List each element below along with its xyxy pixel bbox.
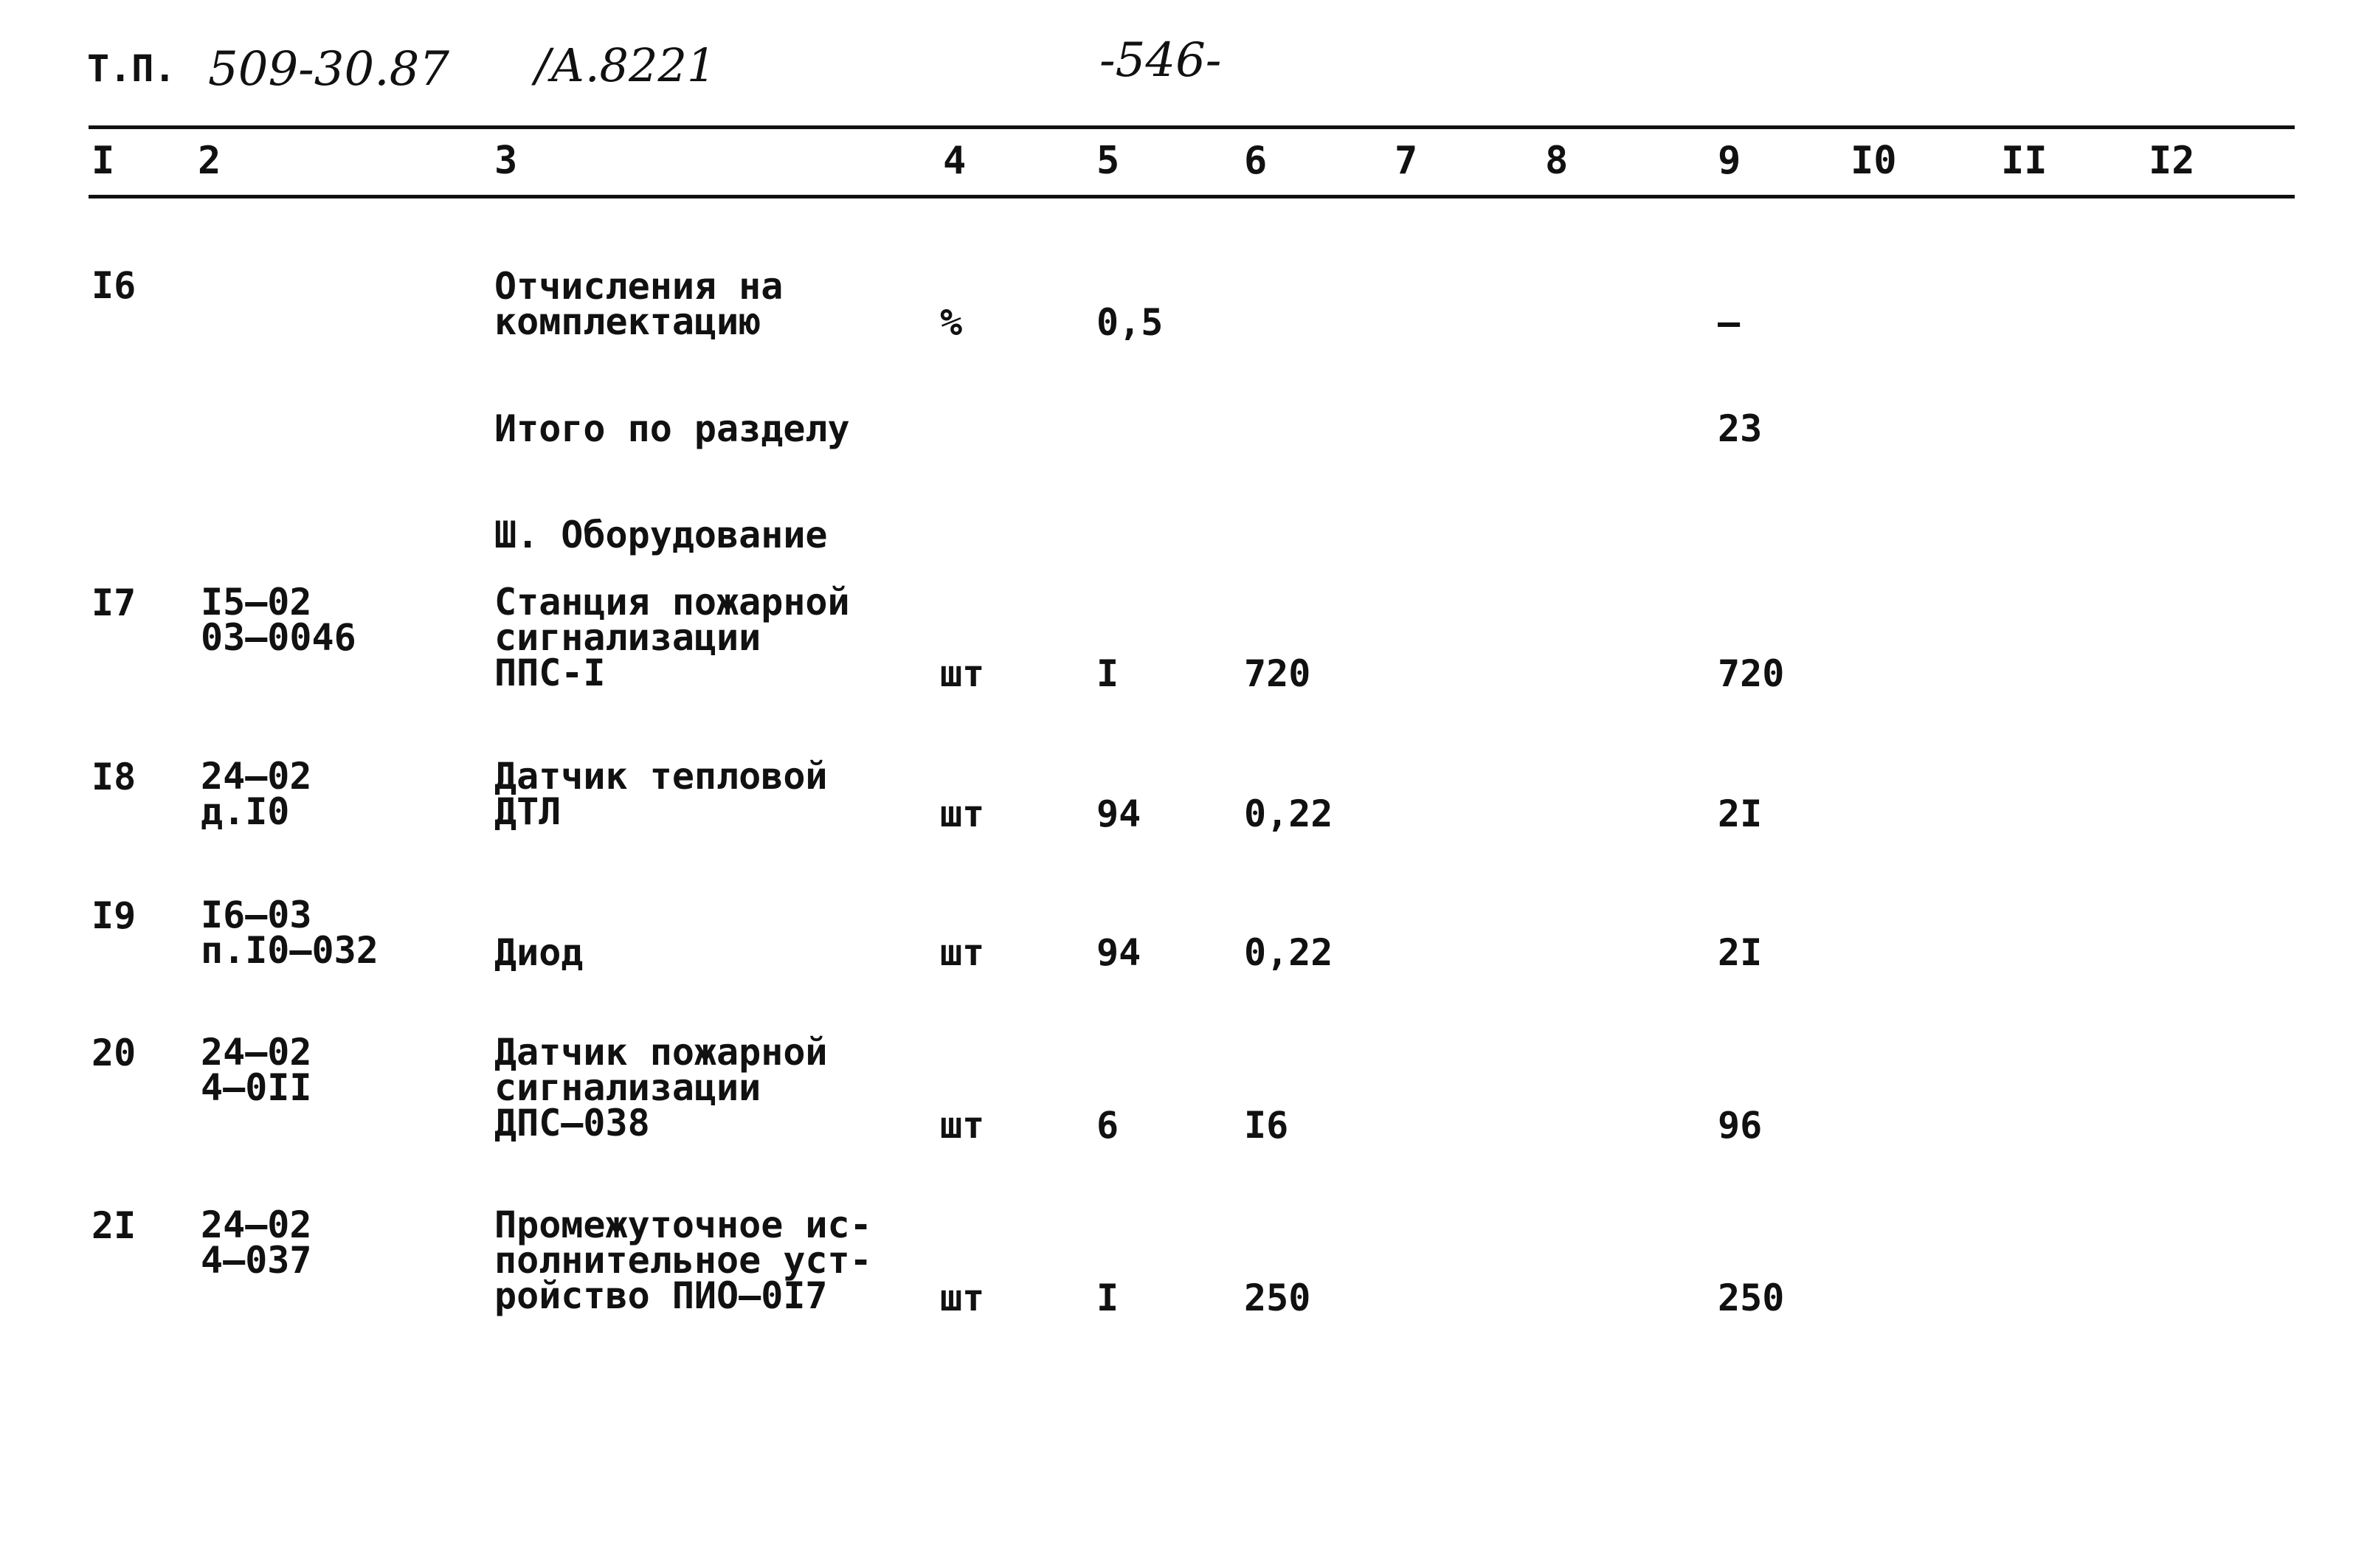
item-name: Диод bbox=[494, 931, 584, 974]
unit-price: I6 bbox=[1244, 1104, 1289, 1147]
col-header-12: I2 bbox=[2149, 139, 2195, 183]
norm-code: I5–02 03–0046 bbox=[201, 581, 356, 659]
total: 96 bbox=[1718, 1104, 1763, 1147]
unit-price: 0,22 bbox=[1244, 792, 1333, 835]
col-header-5: 5 bbox=[1096, 139, 1120, 183]
quantity: I bbox=[1096, 652, 1119, 695]
col-header-1: I bbox=[91, 139, 115, 183]
col-header-3: 3 bbox=[494, 139, 518, 183]
unit: шт bbox=[940, 1104, 985, 1147]
col-header-4: 4 bbox=[943, 139, 967, 183]
item-name: Датчик тепловой ДТЛ bbox=[494, 755, 828, 833]
section-title: Ш. Оборудование bbox=[494, 514, 828, 556]
col-header-2: 2 bbox=[198, 139, 221, 183]
col-header-9: 9 bbox=[1718, 139, 1741, 183]
unit-price: 250 bbox=[1244, 1277, 1311, 1319]
total: – bbox=[1718, 301, 1741, 344]
row-number: 20 bbox=[91, 1032, 137, 1074]
album-number: /А.8221 bbox=[535, 38, 716, 92]
col-header-10: I0 bbox=[1851, 139, 1897, 183]
col-header-8: 8 bbox=[1545, 139, 1569, 183]
header-top-rule bbox=[89, 125, 2295, 129]
unit-price: 720 bbox=[1244, 652, 1311, 695]
total: 250 bbox=[1718, 1277, 1785, 1319]
row-number: I9 bbox=[91, 894, 137, 937]
item-name: Станция пожарной сигнализации ППС-I bbox=[494, 581, 850, 694]
item-name: Промежуточное ис- полнительное уст- ройство ПИО–0I7 bbox=[494, 1203, 872, 1317]
norm-code: I6–03 п.I0–032 bbox=[201, 894, 379, 972]
header-bottom-rule bbox=[89, 195, 2295, 198]
page-number: -546- bbox=[1099, 33, 1222, 88]
unit: шт bbox=[940, 931, 985, 974]
quantity: I bbox=[1096, 1277, 1119, 1319]
item-name: Датчик пожарной сигнализации ДПС–038 bbox=[494, 1031, 828, 1144]
quantity: 94 bbox=[1096, 792, 1141, 835]
unit: шт bbox=[940, 1277, 985, 1319]
col-header-7: 7 bbox=[1395, 139, 1418, 183]
row-number: 2I bbox=[91, 1204, 137, 1247]
project-code: 509-30.87 bbox=[208, 42, 449, 97]
row-number: I8 bbox=[91, 756, 137, 798]
col-header-11: II bbox=[2001, 139, 2048, 183]
quantity: 94 bbox=[1096, 931, 1141, 974]
unit: шт bbox=[940, 792, 985, 835]
norm-code: 24–02 д.I0 bbox=[201, 755, 312, 833]
row-number: I7 bbox=[91, 581, 137, 624]
norm-code: 24–02 4–037 bbox=[201, 1203, 312, 1282]
quantity: 0,5 bbox=[1096, 301, 1164, 344]
row-number: I6 bbox=[91, 264, 137, 307]
unit: % bbox=[940, 301, 963, 344]
total: 720 bbox=[1718, 652, 1785, 695]
tp-label: Т.П. bbox=[87, 47, 176, 90]
subtotal-label: Итого по разделу bbox=[494, 407, 850, 450]
col-header-6: 6 bbox=[1244, 139, 1268, 183]
unit-price: 0,22 bbox=[1244, 931, 1333, 974]
unit: шт bbox=[940, 652, 985, 695]
total: 2I bbox=[1718, 931, 1763, 974]
item-name: Отчисления на комплектацию bbox=[494, 265, 784, 343]
total: 2I bbox=[1718, 792, 1763, 835]
norm-code: 24–02 4–0II bbox=[201, 1031, 312, 1109]
subtotal-value: 23 bbox=[1718, 407, 1763, 450]
quantity: 6 bbox=[1096, 1104, 1119, 1147]
